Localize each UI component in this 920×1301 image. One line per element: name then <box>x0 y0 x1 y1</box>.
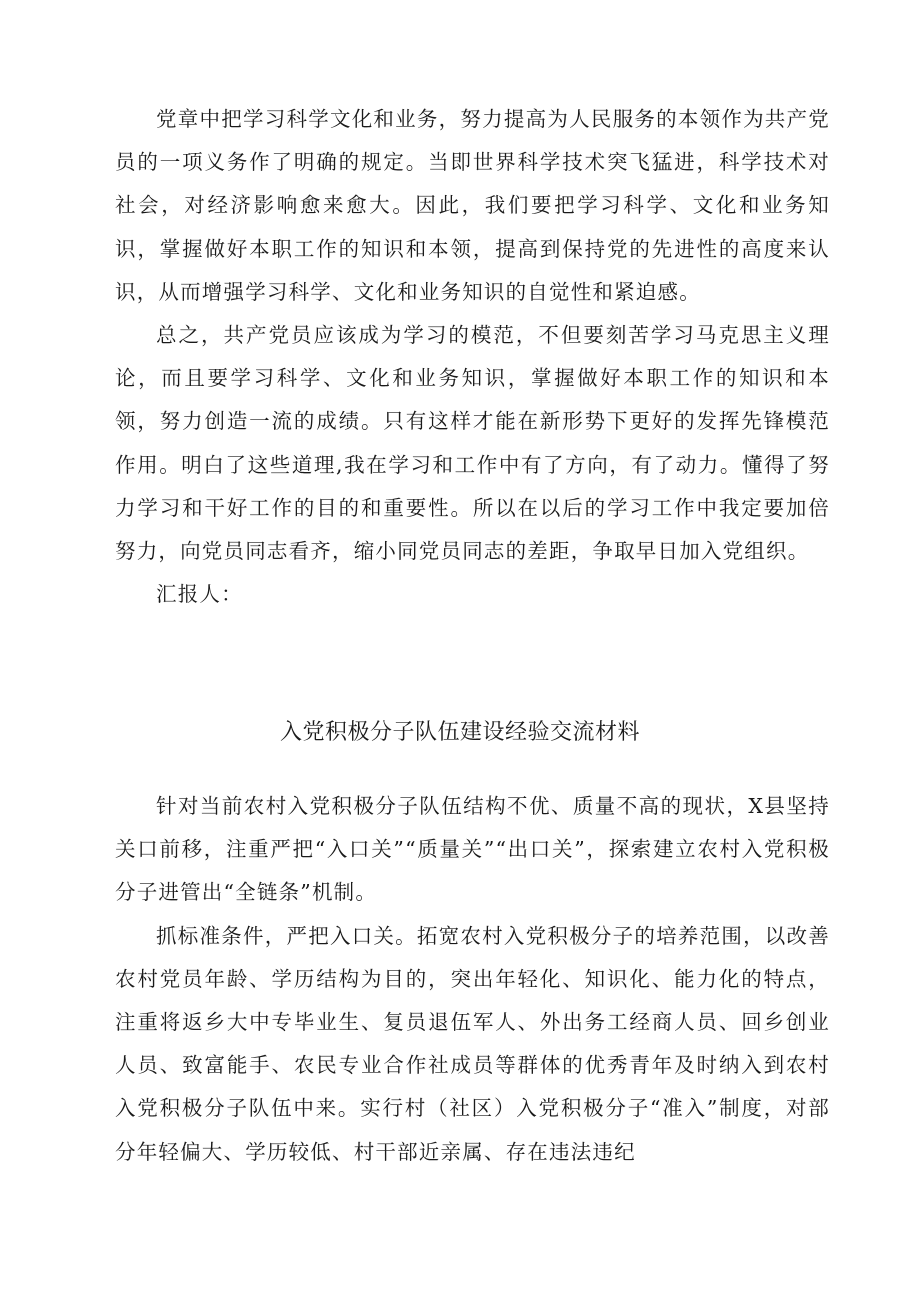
body-paragraph: 总之，共产党员应该成为学习的模范，不但要刻苦学习马克思主义理论，而且要学习科学、文化和业务知识，掌握做好本职工作的知识和本领，努力创造一流的成绩。只有这样才能在新形势下更好的发挥先锋模范作用。明白了这些道理,我在学习和工作中有了方向，有了动力。懂得了努力学习和干好工作的目的和重要性。所以在以后的学习工作中我定要加倍努力，向党员同志看齐，缩小同党员同志的差距，争取早日加入党组织。 <box>115 323 830 564</box>
body-paragraph: 针对当前农村入党积极分子队伍结构不优、质量不高的现状，X县坚持关口前移，注重严把“入口关”“质量关”“出口关”，探索建立农村入党积极分子进管出“全链条”机制。 <box>115 794 830 905</box>
article-body <box>115 785 830 1174</box>
body-paragraph: 党章中把学习科学文化和业务，努力提高为人民服务的本领作为共产党员的一项义务作了明确的规定。当即世界科学技术突飞猛进，科学技术对社会，对经济影响愈来愈大。因此，我们要把学习科学、文化和业务知识，掌握做好本职工作的知识和本领，提高到保持党的先进性的高度来认识，从而增强学习科学、文化和业务知识的自觉性和紧迫感。 <box>115 107 830 304</box>
body-paragraph: 抓标准条件，严把入口关。拓宽农村入党积极分子的培养范围，以改善农村党员年龄、学历结构为目的，突出年轻化、知识化、能力化的特点，注重将返乡大中专毕业生、复员退伍军人、外出务工经商人员、回乡创业人员、致富能手、农民专业合作社成员等群体的优秀青年及时纳入到农村入党积极分子队伍中来。实行村（社区）入党积极分子“准入”制度，对部分年轻偏大、学历较低、村干部近亲属、存在违法违纪 <box>115 923 830 1164</box>
document-title: 入党积极分子队伍建设经验交流材料 <box>279 720 640 745</box>
reporter-signature-label: 汇报人： <box>156 582 243 607</box>
report-body <box>115 98 830 616</box>
